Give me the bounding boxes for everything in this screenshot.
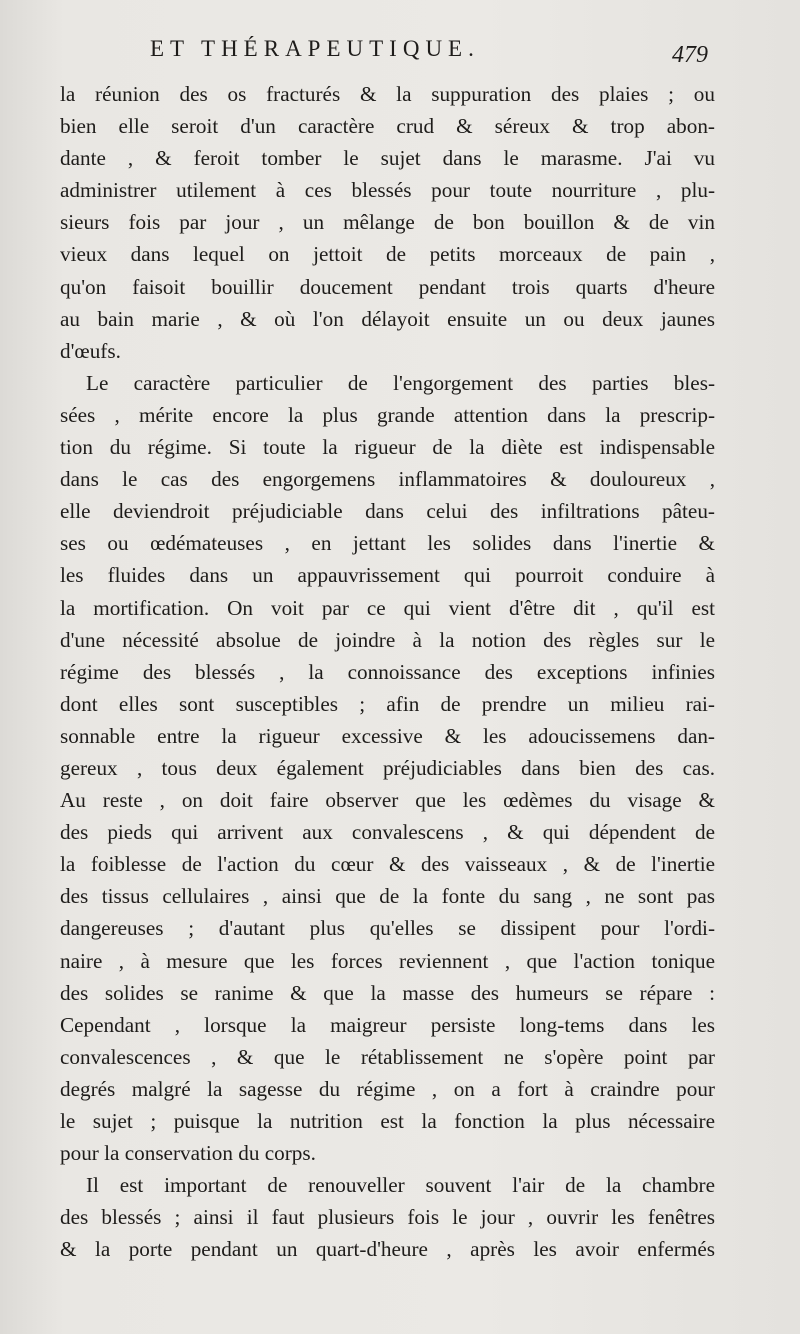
text-line: elle deviendroit préjudiciable dans celui des infiltrations pâteu-	[60, 499, 715, 524]
running-title: ET THÉRAPEUTIQUE.	[150, 36, 480, 61]
text-line: ses ou œdémateuses , en jettant les solides dans l'inertie &	[60, 531, 715, 556]
text-line: dans le cas des engorgemens inflammatoires & douloureux ,	[60, 467, 715, 492]
text-line: d'œufs.	[60, 338, 121, 363]
paragraph-2	[60, 367, 715, 1169]
page-number: 479	[672, 42, 708, 68]
body-text	[60, 78, 715, 1265]
text-line: convalescences , & que le rétablissement ne s'opère point par	[60, 1044, 715, 1069]
text-line: dont elles sont susceptibles ; afin de prendre un milieu rai-	[60, 691, 715, 716]
text-line: Il est important de renouveller souvent l'air de la chambre	[86, 1173, 715, 1198]
text-line: des blessés ; ainsi il faut plusieurs fois le jour , ouvrir les fenêtres	[60, 1205, 715, 1230]
text-line: au bain marie , & où l'on délayoit ensuite un ou deux jaunes	[60, 306, 715, 331]
text-line: des pieds qui arrivent aux convalescens , & qui dépendent de	[60, 820, 715, 845]
text-line: bien elle seroit d'un caractère crud & séreux & trop abon-	[60, 114, 715, 139]
text-line: naire , à mesure que les forces reviennent , que l'action tonique	[60, 948, 715, 973]
text-line: degrés malgré la sagesse du régime , on a fort à craindre pour	[60, 1076, 715, 1101]
text-line: pour la conservation du corps.	[60, 1141, 316, 1166]
text-line: & la porte pendant un quart-d'heure , après les avoir enfermés	[60, 1237, 715, 1262]
text-line: tion du régime. Si toute la rigueur de la diète est indispensable	[60, 435, 715, 460]
text-line: la réunion des os fracturés & la suppuration des plaies ; ou	[60, 82, 715, 106]
text-line: la mortification. On voit par ce qui vient d'être dit , qu'il est	[60, 595, 715, 620]
text-line: dangereuses ; d'autant plus qu'elles se dissipent pour l'ordi-	[60, 916, 715, 941]
text-line: régime des blessés , la connoissance des exceptions infinies	[60, 659, 715, 684]
text-line: la foiblesse de l'action du cœur & des vaisseaux , & de l'inertie	[60, 852, 715, 877]
text-line: dante , & feroit tomber le sujet dans le marasme. J'ai vu	[60, 146, 715, 171]
text-line: gereux , tous deux également préjudiciables dans bien des cas.	[60, 755, 715, 780]
text-line: des solides se ranime & que la masse des humeurs se répare :	[60, 980, 715, 1005]
text-line: administrer utilement à ces blessés pour toute nourriture , plu-	[60, 178, 715, 203]
text-line: des tissus cellulaires , ainsi que de la fonte du sang , ne sont pas	[60, 884, 715, 909]
paragraph-3	[60, 1169, 715, 1265]
text-line: le sujet ; puisque la nutrition est la fonction la plus nécessaire	[60, 1109, 715, 1133]
text-line: les fluides dans un appauvrissement qui pourroit conduire à	[60, 563, 715, 588]
text-line: sées , mérite encore la plus grande attention dans la prescrip-	[60, 402, 715, 427]
text-line: sieurs fois par jour , un mêlange de bon bouillon & de vin	[60, 210, 715, 235]
text-line: Cependant , lorsque la maigreur persiste long-tems dans les	[60, 1012, 715, 1037]
text-line: Le caractère particulier de l'engorgement des parties bles-	[86, 370, 715, 395]
text-line: d'une nécessité absolue de joindre à la notion des règles sur le	[60, 627, 715, 652]
text-line: qu'on faisoit bouillir doucement pendant trois quarts d'heure	[60, 274, 715, 299]
text-line: sonnable entre la rigueur excessive & les adoucissemens dan-	[60, 723, 715, 748]
text-line: vieux dans lequel on jettoit de petits morceaux de pain ,	[60, 242, 715, 267]
paragraph-1	[60, 78, 715, 367]
text-line: Au reste , on doit faire observer que les œdèmes du visage &	[60, 788, 715, 813]
